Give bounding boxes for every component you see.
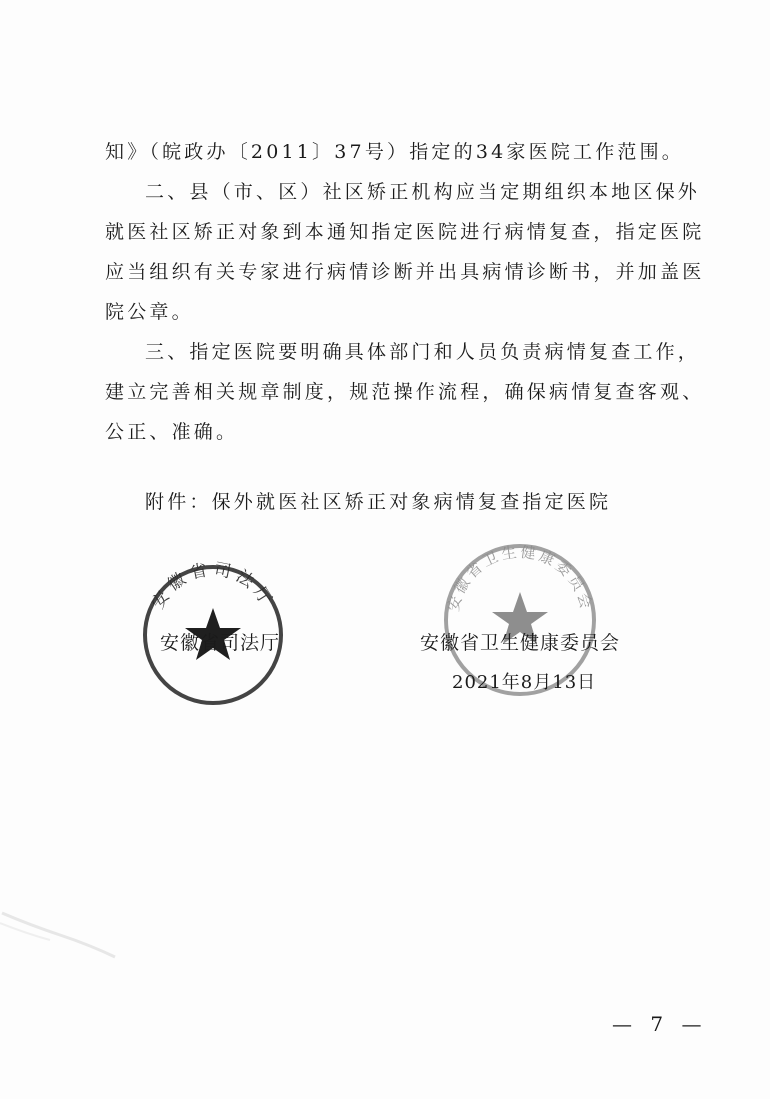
- issue-date: 2021年8月13日: [452, 672, 597, 693]
- paragraph-2-line-3: 应当组织有关专家进行病情诊断并出具病情诊断书，并加盖医: [105, 261, 705, 283]
- paragraph-2-line-1: 二、县（市、区）社区矫正机构应当定期组织本地区保外: [145, 181, 701, 203]
- signature-health-commission: 安徽省卫生健康委员会: [420, 632, 621, 654]
- paragraph-3-line-1: 三、指定医院要明确具体部门和人员负责病情复查工作，: [145, 341, 701, 363]
- attachment-line: 附件：保外就医社区矫正对象病情复查指定医院: [145, 491, 612, 513]
- paragraph-2-line-4: 院公章。: [105, 301, 194, 323]
- page-number: — 7 —: [612, 1012, 708, 1036]
- paragraph-3-line-3: 公正、准确。: [105, 421, 239, 443]
- svg-text:安徽省卫生健康委员会: 安徽省卫生健康委员会: [444, 542, 596, 614]
- paragraph-1-line-1: 知》（皖政办〔2011〕37号）指定的34家医院工作范围。: [105, 141, 685, 163]
- paper-smudge: [0, 905, 120, 965]
- paragraph-3-line-2: 建立完善相关规章制度，规范操作流程，确保病情复查客观、: [105, 381, 705, 403]
- paragraph-2-line-2: 就医社区矫正对象到本通知指定医院进行病情复查，指定医院: [105, 221, 705, 243]
- signature-justice-department: 安徽省司法厅: [160, 632, 281, 654]
- svg-text:安徽省司法厅: 安徽省司法厅: [148, 560, 278, 613]
